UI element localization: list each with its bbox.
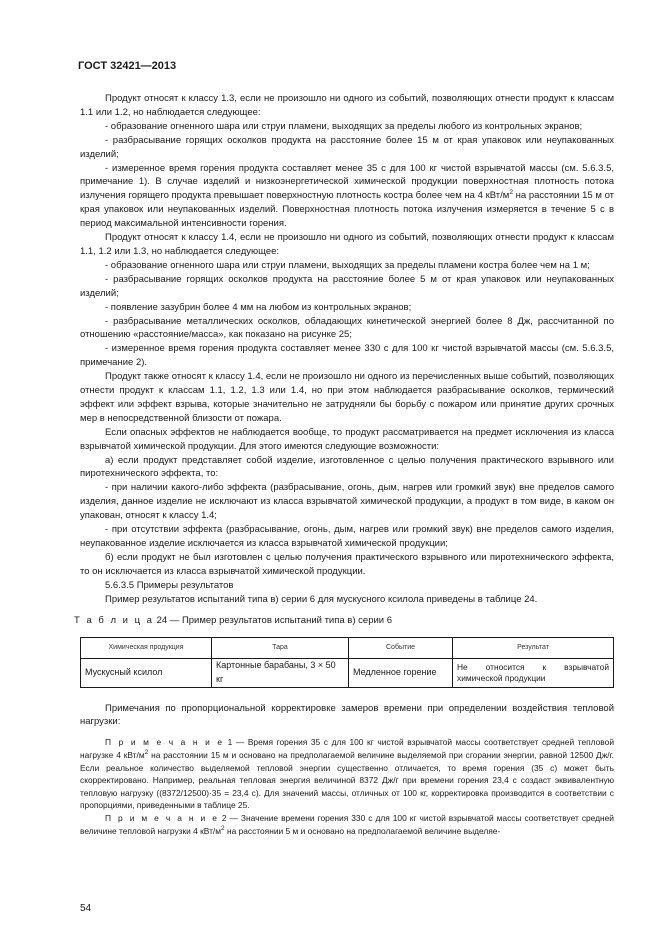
body-paragraph [80, 523, 614, 551]
body-paragraph [80, 259, 614, 273]
body-paragraph [80, 342, 614, 370]
results-table [80, 637, 614, 688]
paragraph-text: - разбрасывание металлических осколков, обладающих кинетической энергией более 8 Дж, рассчитанной по отношению «расстояние/масса», как показано на рисунке 25; [80, 315, 614, 341]
paragraph-text: 5.6.3.5 Примеры результатов [105, 579, 234, 591]
body-paragraph [80, 134, 614, 162]
table-cell: Не относится к взрывчатой химической продукции [453, 658, 614, 687]
paragraph-list [80, 92, 614, 607]
paragraph-text: на расстоянии 15 м от края упаковок или неупакованных изделий. Поверхностная плотность потока излучения измеряется в течение 5 с в период максимальной интенсивности горения. [80, 190, 614, 230]
paragraph-text: б) если продукт не был изготовлен с целью получения практического взрывного или пиротехнического эффекта, то он исключается из класса взрывчатой химической продукции. [80, 551, 614, 577]
body-paragraph [80, 593, 614, 607]
paragraph-text: - при отсутствии эффекта (разбрасывание, огонь, дым, нагрев или громкий звук) вне пределов самого изделия, неупакованное изделие исключается из класса взрывчатой химической продукции; [80, 524, 614, 549]
table-caption-text: 24 — Пример результатов испытаний типа в) серии 6 [153, 614, 393, 626]
paragraph-text: - образование огненного шара или струи пламени, выходящих за пределы любого из контрольных экранов; [105, 120, 583, 132]
paragraph-text: - образование огненного шара или струи пламени, выходящих за пределы пламени костра более чем на 1 м; [105, 259, 590, 271]
note-label: П р и м е ч а н и е [105, 812, 219, 823]
body-paragraph [80, 162, 614, 232]
table-header-row [81, 637, 614, 658]
table-cell: Картонные барабаны, 3 × 50 кг [212, 658, 349, 687]
page-header: ГОСТ 32421—2013 [78, 60, 177, 72]
note-superscript: 2 [221, 824, 225, 832]
table-row [81, 658, 614, 687]
notes-block [80, 736, 614, 837]
table-header-cell: Химическая продукция [81, 637, 212, 658]
paragraph-text: - при наличии какого-либо эффекта (разбрасывание, огонь, дым, нагрев или громкий звук) вне пределов самого изделия, данное изделие не исключают из класса взрывчатой химической продукции, а продукт в том виде, в каком он упакован, относят к классу 1.4; [80, 482, 614, 522]
paragraph-text: Продукт относят к классу 1.3, если не произошло ни одного из событий, позволяющих отнести продукт к классам 1.1 или 1.2, но наблюдается следующее: [80, 93, 614, 118]
note-2 [80, 812, 614, 837]
body-paragraph [80, 231, 614, 259]
table-cell: Мускусный ксилол [81, 658, 212, 687]
note-text: на расстоянии 15 м и основано на предполагаемой величине выделяемой при сгорании энергии, равной 12500 Дж/г. Если реальное количество выделяемой тепловой энергии существенно отличается, то время горения (35 с) может быть скорректировано. Например, реальная тепловая энергия величиной 8372 Дж/г при времени горения 23,4 с создаст эквивалентную тепловую нагрузку ((8372/12500)·35 = 23,4 с). Для значений массы, отличных от 100 кг, корректировка производится в соответствии с пропорциями, приведенными в таблице 25. [80, 749, 614, 811]
paragraph-text: Продукт относят к классу 1.4, если не произошло ни одного из событий, позволяющих отнести продукт к классам 1.1, 1.2 или 1.3, но наблюдается следующее: [80, 232, 614, 257]
body-paragraph [80, 481, 614, 523]
table-caption [74, 614, 614, 628]
table-caption-prefix: Т а б л и ц а [74, 614, 154, 626]
notes-intro: Примечания по пропорциональной корректировке замеров времени при определении воздействия тепловой нагрузки: [80, 702, 614, 728]
paragraph-text: - измеренное время горения продукта составляет менее 35 с для 100 кг чистой взрывчатой массы (см. 5.6.3.5, примечание 1). В случае изделий и низкоэнергетической химической продукции поверхностная плотность потока излучения горящего продукта превышает поверхностную плотность костра более чем на 4 кВт/м [80, 162, 614, 202]
paragraph-text: - измеренное время горения продукта составляет менее 330 с для 100 кг чистой взрывчатой массы (см. 5.6.3.5, примечание 2). [80, 343, 614, 369]
table-header-cell: Событие [349, 637, 453, 658]
note-text: 1 — Время горения 35 с для 100 кг чистой взрывчатой массы соответствует средней тепловой нагрузке 4 кВт/м [80, 737, 614, 760]
paragraph-text: - разбрасывание горящих осколков продукта на расстояние более 5 м от края упаковок или неупакованных изделий; [80, 273, 614, 299]
body-paragraph [80, 301, 614, 315]
body-paragraph [80, 454, 614, 482]
table-header-cell: Тара [212, 637, 349, 658]
table-header-cell: Результат [453, 637, 614, 658]
table-cell: Медленное горение [349, 658, 453, 687]
body-paragraph [80, 120, 614, 134]
paragraph-text: Если опасных эффектов не наблюдается вообще, то продукт рассматривается на предмет исключения из класса взрывчатой химической продукции. Для этого имеются следующие возможности: [80, 426, 614, 452]
body-paragraph [80, 92, 614, 120]
body-paragraph [80, 426, 614, 454]
paragraph-text: а) если продукт представляет собой изделие, изготовленное с целью получения практического взрывного или пиротехнического эффекта, то: [80, 454, 614, 480]
superscript: 2 [509, 189, 513, 197]
body-paragraph [80, 273, 614, 301]
note-1 [80, 736, 614, 812]
paragraph-text: Пример результатов испытаний типа в) серии 6 для мускусного ксилола приведены в таблице 24. [105, 593, 538, 605]
note-superscript: 2 [144, 748, 149, 756]
paragraph-text: - разбрасывание горящих осколков продукта на расстояние более 15 м от края упаковок или неупакованных изделий; [80, 134, 614, 160]
body-paragraph [80, 315, 614, 343]
note-text: 2 — Значение времени горения 330 с для 100 кг чистой взрывчатой массы соответствует средней величине тепловой нагрузки 4 кВт/м [80, 812, 614, 836]
page-number: 54 [80, 903, 92, 914]
note-label: П р и м е ч а н и е [105, 737, 225, 748]
paragraph-text: Продукт также относят к классу 1.4, если не произошло ни одного из перечисленных выше событий, позволяющих отнести продукт к классам 1.1, 1.2, 1.3 или 1.4, но при этом наблюдается разбрасывание осколков, термический эффект или эффект взрыва, которые значительно не затрудняли бы борьбу с пожаром или принятие других срочных мер в непосредственной близости от пожара. [80, 371, 614, 424]
body-paragraph [80, 579, 614, 593]
note-text: на расстоянии 5 м и основано на предполагаемой величине выделяе- [224, 825, 501, 836]
body-paragraph [80, 551, 614, 579]
document-body [74, 92, 614, 837]
body-paragraph [80, 370, 614, 426]
paragraph-text: - появление зазубрин более 4 мм на любом из контрольных экранов; [105, 301, 412, 313]
